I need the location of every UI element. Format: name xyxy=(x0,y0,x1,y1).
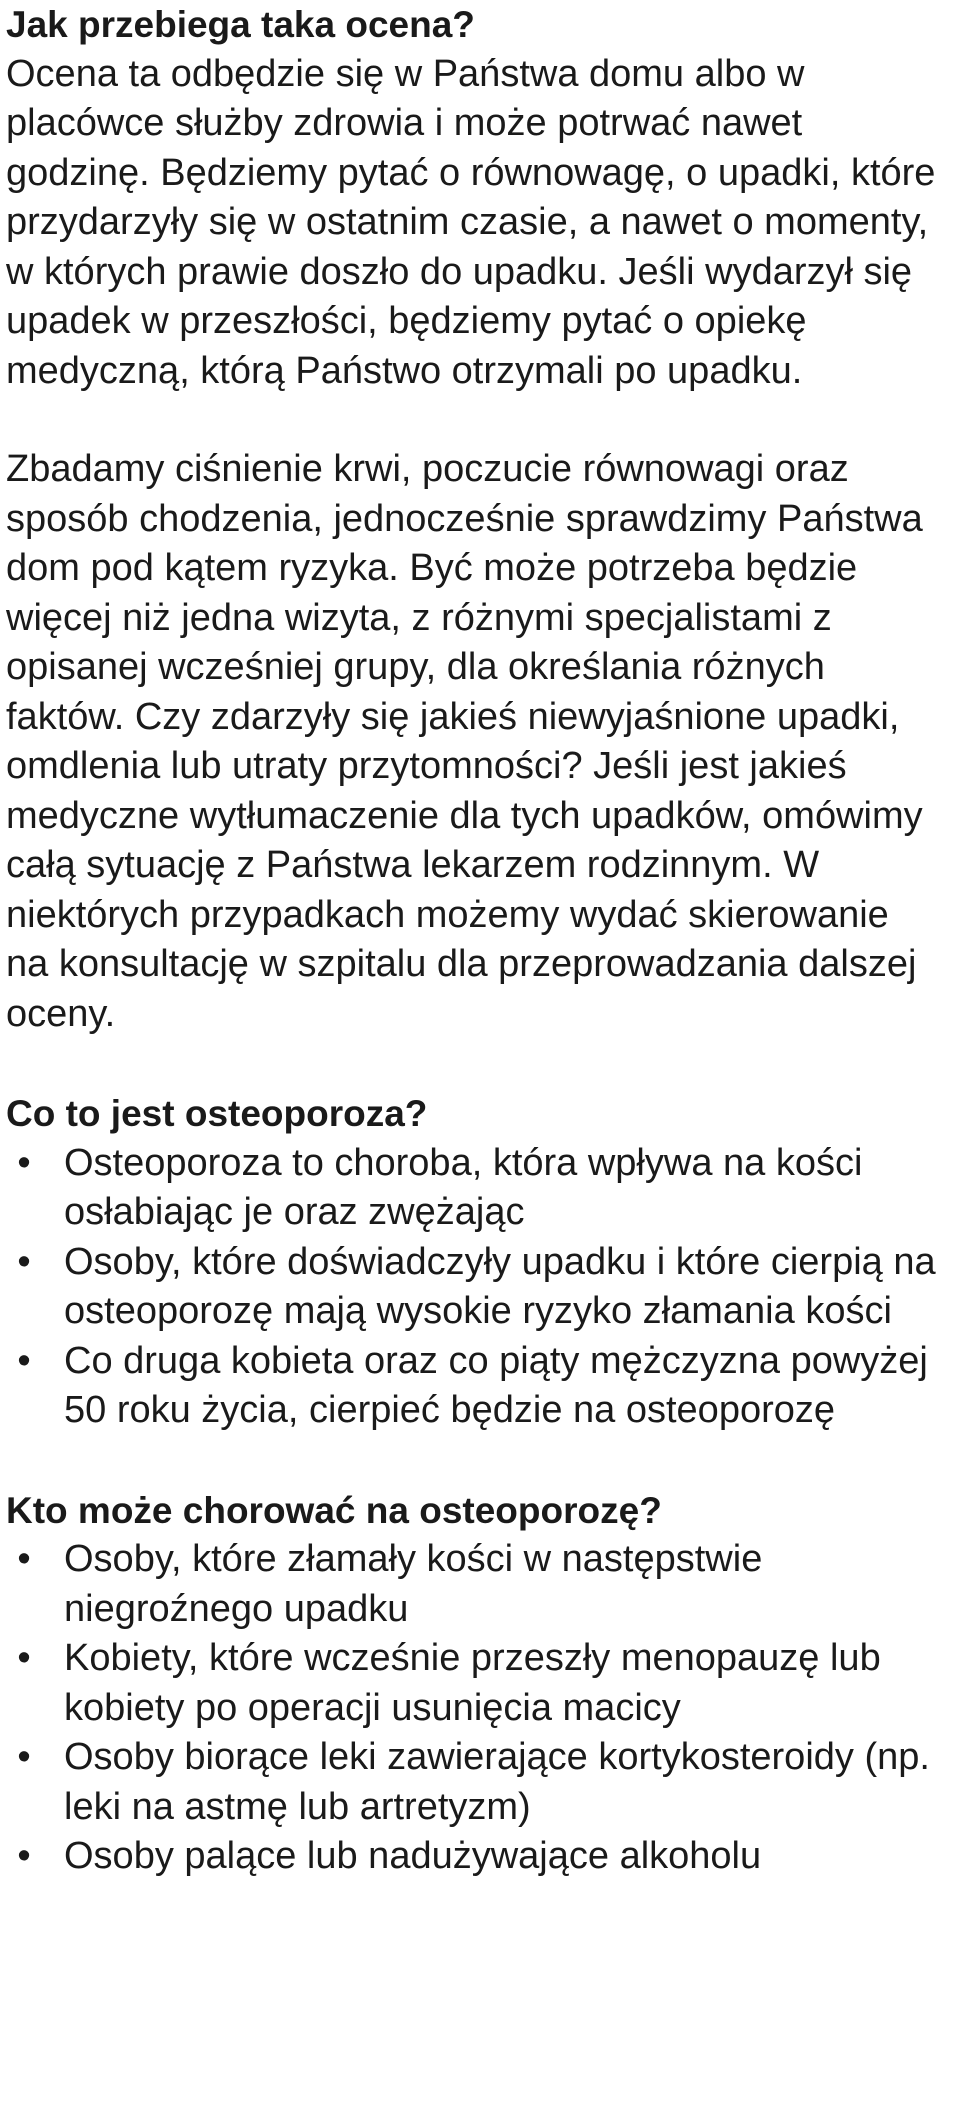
section-heading-osteoporosis-definition: Co to jest osteoporoza? xyxy=(6,1093,428,1134)
list-item-text: Osoby, które złamały kości w następstwie niegroźnego upadku xyxy=(64,1538,763,1630)
section-assessment xyxy=(6,0,940,1039)
bullet-icon: • xyxy=(17,1637,31,1679)
bullet-icon: • xyxy=(17,1538,31,1580)
bullet-icon: • xyxy=(17,1339,31,1382)
list-item-text: Co druga kobieta oraz co piąty mężczyzna powyżej 50 roku życia, cierpieć będzie na osteoporozę xyxy=(64,1339,928,1431)
bullet-list-osteoporosis-risk xyxy=(6,1535,940,1882)
list-item-text: Osoby palące lub nadużywające alkoholu xyxy=(64,1835,762,1877)
bullet-icon: • xyxy=(17,1240,31,1283)
bullet-list-osteoporosis-definition xyxy=(6,1139,940,1436)
paragraph-assessment-intro: Ocena ta odbędzie się w Państwa domu albo w placówce służby zdrowia i może potrwać nawet godzinę. Będziemy pytać o równowagę, o upadki, które przydarzyły się w ostatnim czasie, a nawet o momenty, w których prawie doszło do upadku. Jeśli wydarzył się upadek w przeszłości, będziemy pytać o opiekę medyczną, którą Państwo otrzymali po upadku. xyxy=(6,52,936,392)
list-item xyxy=(6,1733,940,1832)
section-osteoporosis-risk xyxy=(6,1486,940,1882)
section-heading-assessment: Jak przebiega taka ocena? xyxy=(6,4,475,45)
section-heading-osteoporosis-risk: Kto może chorować na osteoporozę? xyxy=(6,1489,662,1531)
list-item xyxy=(6,1337,940,1436)
list-item xyxy=(6,1238,940,1337)
list-item xyxy=(6,1535,940,1634)
paragraph-spacer xyxy=(6,396,940,445)
bullet-icon: • xyxy=(17,1736,31,1778)
section-spacer xyxy=(6,1039,940,1089)
list-item-text: Osoby, które doświadczyły upadku i które cierpią na osteoporozę mają wysokie ryzyko złamania kości xyxy=(64,1240,936,1332)
bullet-icon: • xyxy=(17,1835,31,1877)
list-item xyxy=(6,1634,940,1733)
paragraph-assessment-details: Zbadamy ciśnienie krwi, poczucie równowagi oraz sposób chodzenia, jednocześnie sprawdzimy Państwa dom pod kątem ryzyka. Być może potrzeba będzie więcej niż jedna wizyta, z różnymi specjalistami z opisanej wcześniej grupy, dla określania różnych faktów. Czy zdarzyły się jakieś niewyjaśnione upadki, omdlenia lub utraty przytomności? Jeśli jest jakieś medyczne wytłumaczenie dla tych upadków, omówimy całą sytuację z Państwa lekarzem rodzinnym. W niektórych przypadkach możemy wydać skierowanie na konsultację w szpitalu dla przeprowadzania dalszej oceny. xyxy=(6,448,923,1035)
section-osteoporosis-definition xyxy=(6,1089,940,1436)
list-item xyxy=(6,1139,940,1238)
list-item-text: Kobiety, które wcześnie przeszły menopauzę lub kobiety po operacji usunięcia macicy xyxy=(64,1637,881,1729)
section-spacer xyxy=(6,1436,940,1486)
list-item xyxy=(6,1832,940,1882)
list-item-text: Osoby biorące leki zawierające kortykosteroidy (np. leki na astmę lub artretyzm) xyxy=(64,1736,930,1828)
list-item-text: Osteoporoza to choroba, która wpływa na kości osłabiając je oraz zwężając xyxy=(64,1141,863,1233)
bullet-icon: • xyxy=(17,1141,31,1184)
